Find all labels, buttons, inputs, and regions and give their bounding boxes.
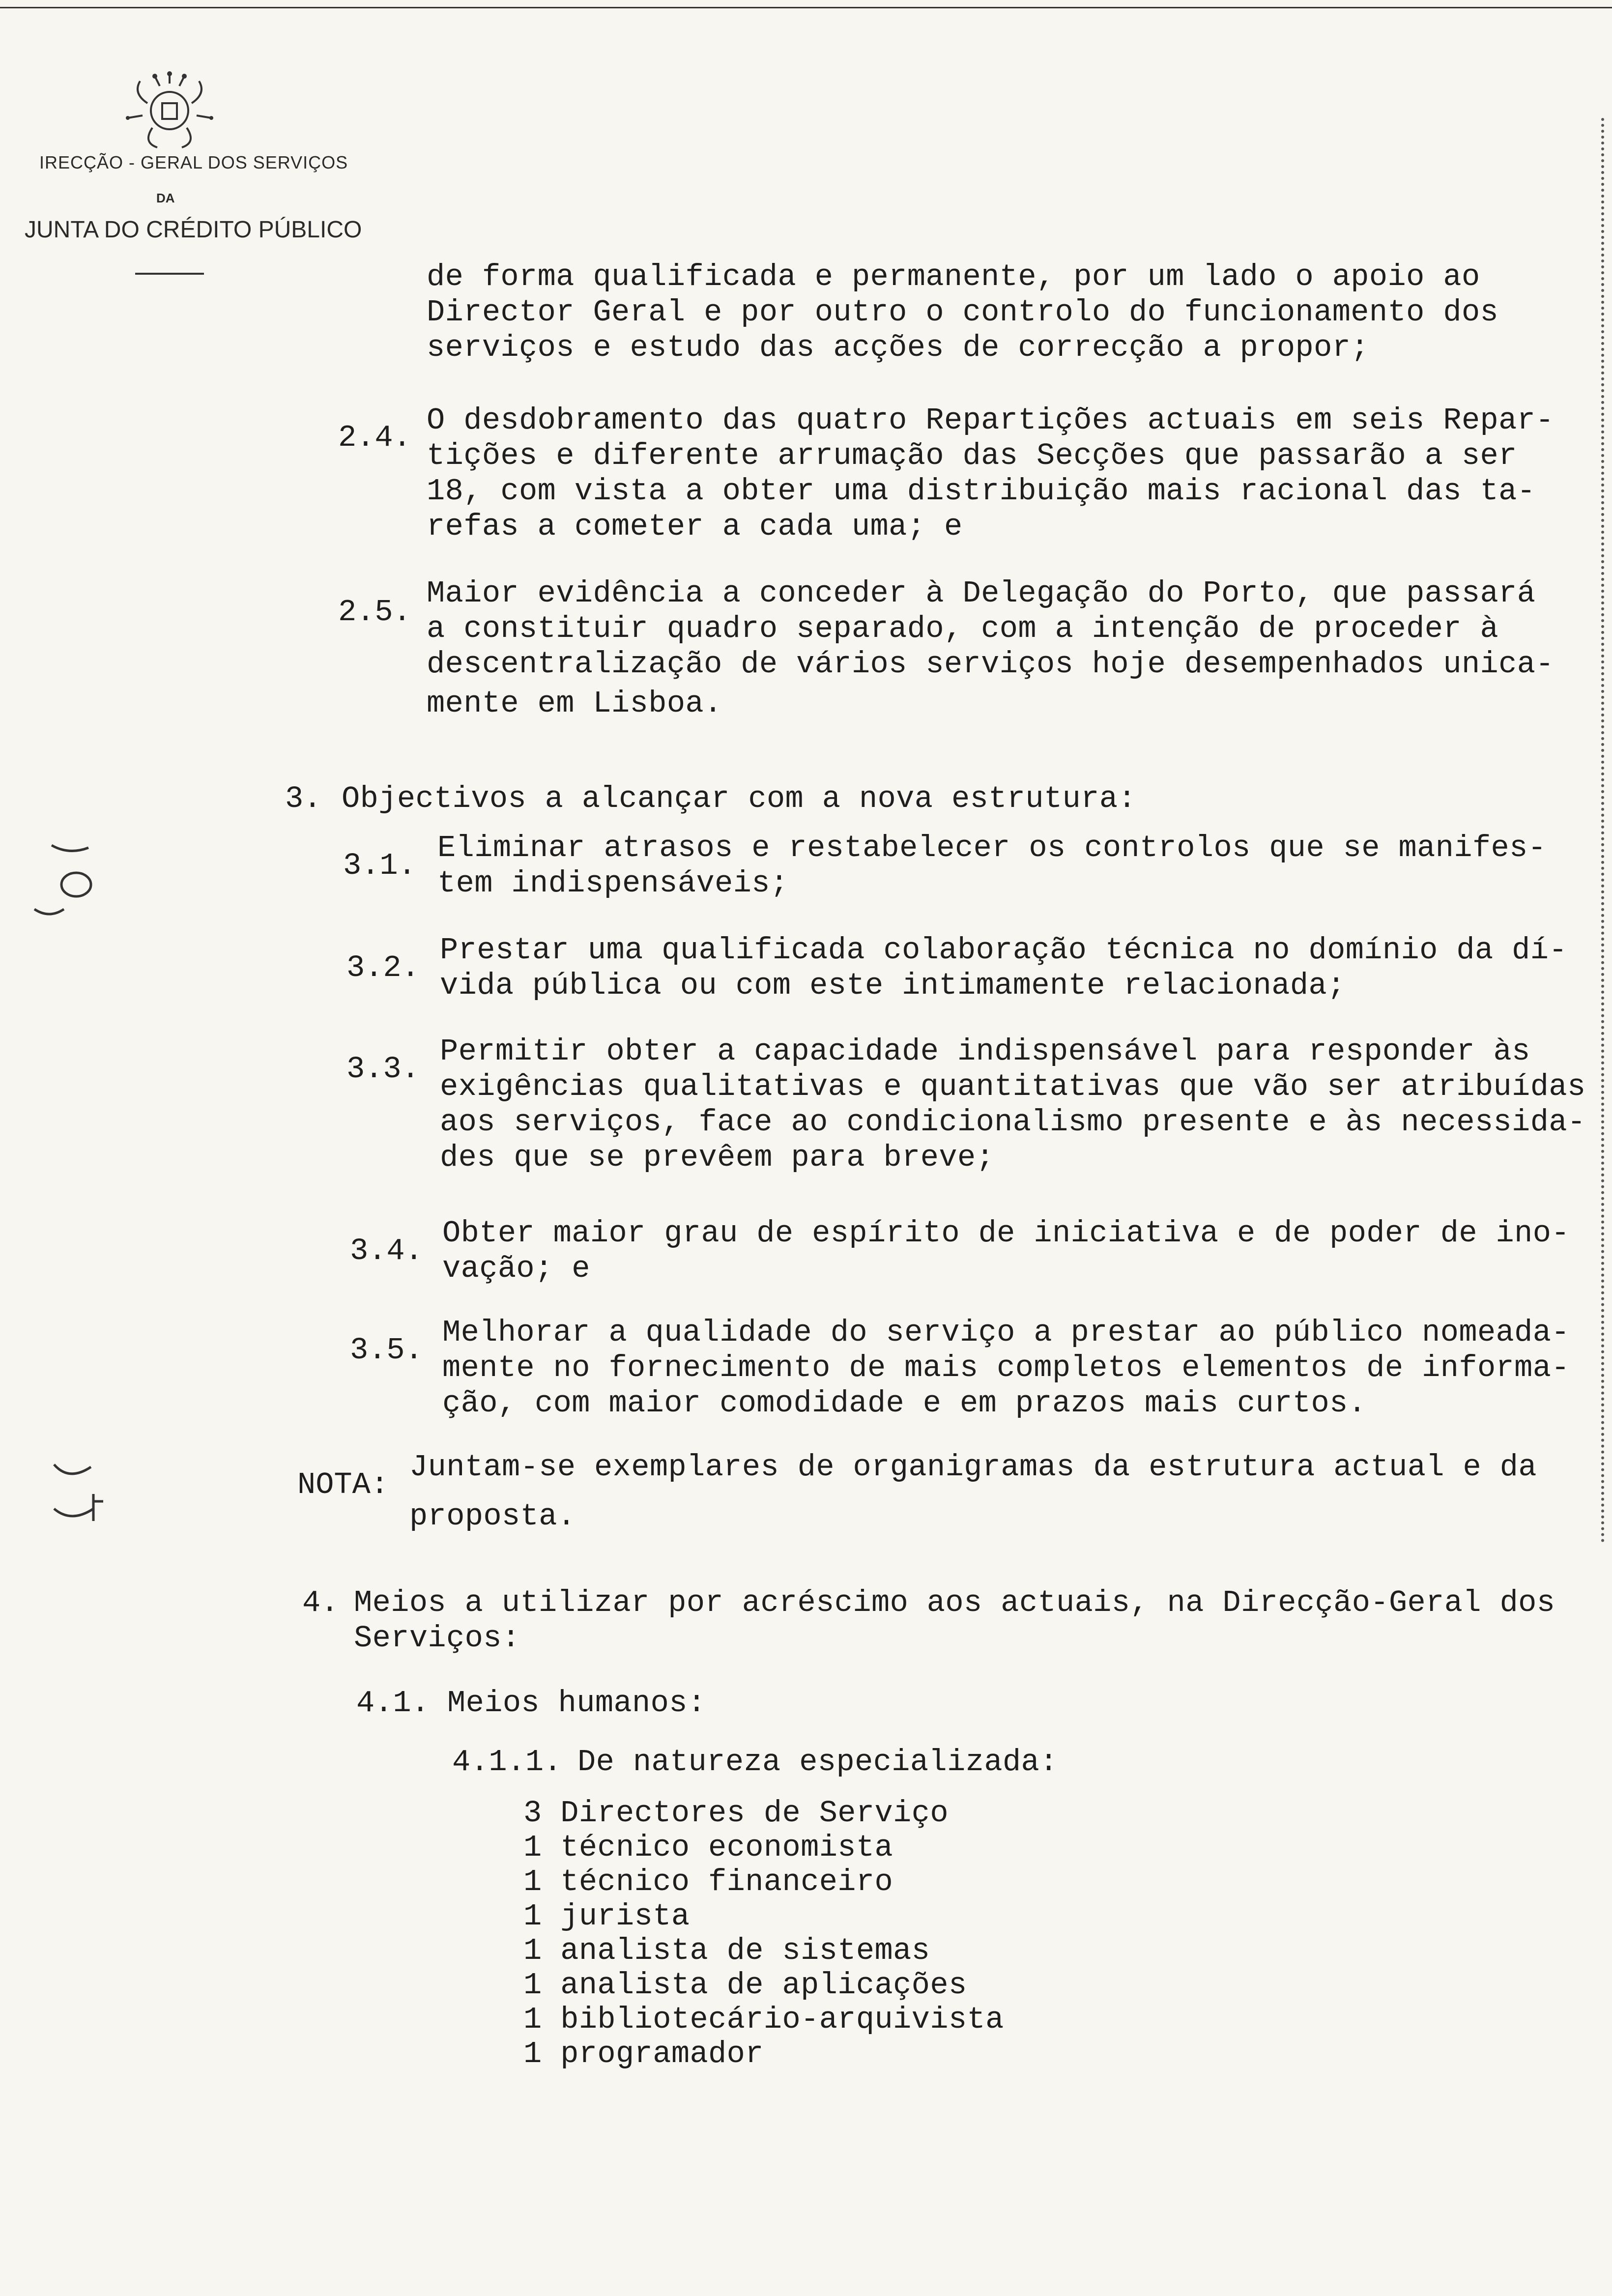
- text-line: Melhorar a qualidade do serviço a prestar ao público nomeada-: [442, 1315, 1570, 1350]
- text-line: vação; e: [442, 1251, 590, 1286]
- text-line: exigências qualitativas e quantitativas que vão ser atribuídas: [440, 1069, 1586, 1104]
- handwritten-margin-mark: [29, 835, 108, 924]
- text-line: des que se prevêem para breve;: [440, 1140, 995, 1175]
- text-line: a constituir quadro separado, com a intenção de proceder à: [427, 611, 1499, 646]
- letterhead-line-2: DA: [156, 191, 175, 205]
- letterhead-line-3: JUNTA DO CRÉDITO PÚBLICO: [25, 217, 362, 243]
- text-line: Director Geral e por outro o controlo do funcionamento dos: [427, 295, 1499, 330]
- item-number: 3.: [285, 781, 322, 816]
- item-number: 4.: [302, 1585, 339, 1620]
- text-line: tições e diferente arrumação das Secções que passarão a ser: [427, 438, 1517, 473]
- list-item: 1 analista de sistemas: [523, 1933, 930, 1968]
- text-line: Eliminar atrasos e restabelecer os controlos que se manifes-: [437, 831, 1547, 865]
- text-line: proposta.: [409, 1499, 576, 1534]
- top-rule: [0, 7, 1612, 8]
- text-line: serviços e estudo das acções de correcção a propor;: [427, 330, 1369, 365]
- item-number: 4.1.1.: [452, 1745, 562, 1779]
- item-number: 3.3.: [346, 1052, 420, 1087]
- text-line: O desdobramento das quatro Repartições actuais em seis Repar-: [427, 403, 1554, 438]
- text-line: refas a cometer a cada uma; e: [427, 509, 963, 544]
- text-line: de forma qualificada e permanente, por um lado o apoio ao: [427, 259, 1480, 294]
- text-line: Prestar uma qualificada colaboração técnica no domínio da dí-: [440, 933, 1567, 968]
- text-line: vida pública ou com este intimamente relacionada;: [440, 968, 1346, 1003]
- text-line: Obter maior grau de espírito de iniciativa e de poder de ino-: [442, 1216, 1570, 1251]
- list-item: 1 jurista: [523, 1899, 690, 1934]
- letterhead-line-1: IRECÇÃO - GERAL DOS SERVIÇOS: [39, 152, 348, 172]
- text-line: mente no fornecimento de mais completos elementos de informa-: [442, 1350, 1570, 1385]
- right-edge-perforation: [1601, 118, 1608, 1543]
- text-line: descentralização de vários serviços hoje desempenhados unica-: [427, 647, 1554, 682]
- text-line: De natureza especializada:: [577, 1745, 1058, 1779]
- list-item: 1 técnico economista: [523, 1830, 893, 1865]
- note-label: NOTA:: [297, 1467, 389, 1502]
- text-line: 18, com vista a obter uma distribuição mais racional das ta-: [427, 474, 1536, 509]
- item-number: 2.4.: [338, 420, 411, 455]
- text-line: Meios a utilizar por acréscimo aos actuais, na Direcção-Geral dos: [354, 1585, 1555, 1620]
- text-line: Objectivos a alcançar com a nova estrutura:: [342, 781, 1137, 816]
- text-line: Serviços:: [354, 1621, 520, 1656]
- text-line: tem indispensáveis;: [437, 866, 789, 901]
- text-line: Permitir obter a capacidade indispensável para responder às: [440, 1034, 1530, 1069]
- list-item: 1 programador: [523, 2037, 764, 2071]
- text-line: Juntam-se exemplares de organigramas da estrutura actual e da: [409, 1450, 1537, 1485]
- text-line: ção, com maior comodidade e em prazos mais curtos.: [442, 1386, 1367, 1421]
- list-item: 1 analista de aplicações: [523, 1968, 967, 2003]
- text-line: aos serviços, face ao condicionalismo presente e às necessida-: [440, 1105, 1586, 1140]
- item-number: 3.5.: [350, 1333, 423, 1368]
- list-item: 3 Directores de Serviço: [523, 1796, 949, 1831]
- handwritten-margin-mark: [44, 1455, 113, 1543]
- item-number: 3.1.: [343, 848, 416, 883]
- letterhead-rule: [135, 273, 204, 275]
- text-line: Meios humanos:: [447, 1686, 706, 1721]
- item-number: 3.4.: [350, 1234, 423, 1268]
- item-number: 3.2.: [346, 950, 420, 985]
- list-item: 1 bibliotecário-arquivista: [523, 2002, 1004, 2037]
- item-number: 2.5.: [338, 595, 411, 630]
- list-item: 1 técnico financeiro: [523, 1865, 893, 1899]
- text-line: mente em Lisboa.: [427, 686, 722, 721]
- item-number: 4.1.: [356, 1686, 430, 1721]
- text-line: Maior evidência a conceder à Delegação do Porto, que passará: [427, 576, 1536, 611]
- coat-of-arms-emblem: [113, 69, 226, 152]
